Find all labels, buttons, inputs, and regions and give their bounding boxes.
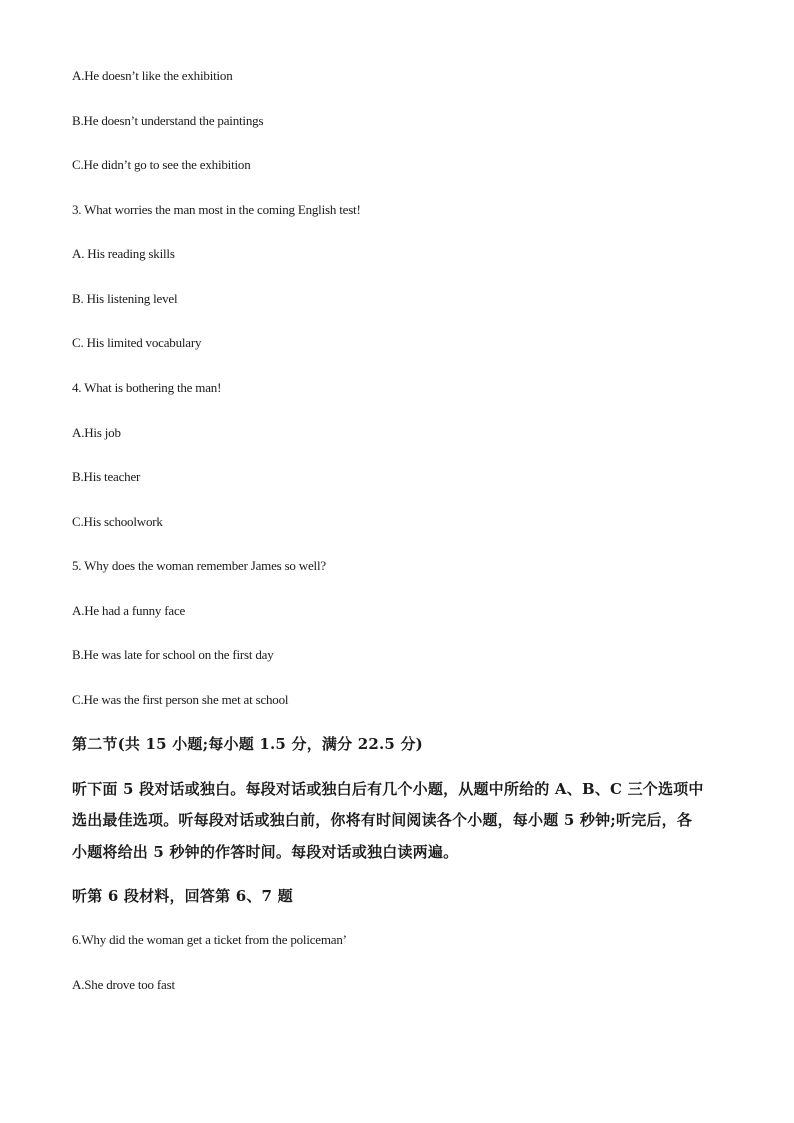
option-c-q3: C. His limited vocabulary	[72, 335, 202, 350]
option-a-q3: A. His reading skills	[72, 246, 175, 261]
question-3: 3. What worries the man most in the coming English test!	[72, 202, 361, 217]
option-b-q2: B.He doesn’t understand the paintings	[72, 113, 264, 128]
question-4: 4. What is bothering the man!	[72, 380, 222, 395]
option-a-q6: A.She drove too fast	[72, 977, 175, 992]
option-b-q3: B. His listening level	[72, 291, 178, 306]
section-heading: 第二节(共 15 小题;每小题 1.5 分，满分 22.5 分)	[72, 735, 423, 753]
option-c-q4: C.His schoolwork	[72, 514, 163, 529]
option-b-q4: B.His teacher	[72, 469, 141, 484]
question-5: 5. Why does the woman remember James so well?	[72, 558, 326, 573]
question-6: 6.Why did the woman get a ticket from the policeman’	[72, 932, 347, 947]
instructions-line-3: 小题将给出 5 秒钟的作答时间。每段对话或独白读两遍。	[72, 843, 459, 861]
option-a-q5: A.He had a funny face	[72, 603, 186, 618]
sub-heading: 听第 6 段材料，回答第 6、7 题	[72, 887, 293, 905]
option-c-q2: C.He didn’t go to see the exhibition	[72, 157, 251, 172]
instructions-line-2: 选出最佳选项。听每段对话或独白前，你将有时间阅读各个小题，每小题 5 秒钟;听完后，各	[72, 811, 693, 829]
option-c-q5: C.He was the first person she met at school	[72, 692, 289, 707]
option-a-q2: A.He doesn’t like the exhibition	[72, 68, 233, 83]
option-b-q5: B.He was late for school on the first day	[72, 647, 274, 662]
instructions-line-1: 听下面 5 段对话或独白。每段对话或独白后有几个小题，从题中所给的 A、B、C 三个选项中	[72, 780, 704, 798]
option-a-q4: A.His job	[72, 425, 121, 440]
